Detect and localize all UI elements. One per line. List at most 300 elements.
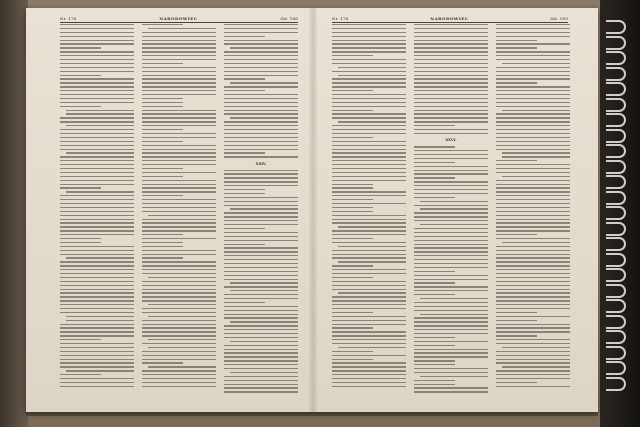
text-line	[60, 292, 134, 293]
text-line	[224, 247, 298, 248]
text-line	[414, 216, 488, 217]
text-column-2	[142, 24, 216, 404]
text-line	[60, 304, 134, 305]
text-line	[142, 184, 216, 185]
text-line	[60, 40, 134, 41]
text-line	[496, 211, 570, 212]
text-line	[332, 219, 406, 220]
text-line	[224, 376, 298, 377]
text-line	[60, 133, 134, 134]
left-page-number: Str. 188	[280, 15, 298, 21]
text-line	[414, 117, 488, 118]
text-line	[142, 121, 216, 122]
text-line	[414, 282, 455, 283]
text-line	[224, 205, 298, 206]
text-line	[332, 211, 373, 212]
text-line	[142, 250, 216, 251]
spiral-loop	[606, 206, 626, 220]
text-line	[332, 378, 406, 379]
text-line	[496, 168, 570, 169]
spiral-binding	[606, 20, 628, 400]
text-line	[60, 172, 134, 173]
text-line	[142, 137, 216, 138]
text-line	[414, 106, 488, 107]
text-line	[142, 292, 216, 293]
text-line	[142, 308, 216, 309]
text-line	[142, 59, 216, 60]
text-line	[142, 67, 216, 68]
text-line	[60, 168, 134, 169]
text-line	[332, 164, 406, 165]
text-line	[224, 173, 298, 174]
right-masthead: NARODOWIEC	[430, 15, 469, 21]
spiral-loop	[606, 377, 626, 391]
text-line	[414, 279, 488, 280]
text-line	[60, 261, 134, 262]
text-line	[142, 211, 216, 212]
text-line	[414, 162, 455, 163]
text-line	[414, 71, 488, 72]
text-line	[60, 351, 134, 352]
text-line	[224, 94, 298, 95]
text-line	[60, 180, 134, 181]
text-line	[60, 324, 134, 325]
text-line	[224, 185, 298, 186]
text-line	[224, 189, 265, 190]
text-line	[332, 234, 406, 235]
text-line	[414, 360, 455, 361]
text-line	[414, 47, 488, 48]
text-line	[332, 324, 406, 325]
text-line	[332, 254, 406, 255]
text-line	[60, 47, 101, 48]
text-line	[496, 82, 537, 83]
text-line	[496, 195, 570, 196]
text-line	[60, 339, 101, 340]
text-line	[224, 329, 298, 330]
text-line	[142, 351, 216, 352]
text-line	[332, 269, 406, 270]
text-line	[142, 312, 216, 313]
text-line	[414, 40, 488, 41]
text-line	[224, 177, 298, 178]
text-line	[414, 294, 455, 295]
text-line	[496, 67, 570, 68]
text-line	[224, 236, 298, 237]
text-line	[224, 137, 298, 138]
text-line	[414, 384, 455, 385]
text-line	[332, 351, 373, 352]
text-line	[414, 197, 455, 198]
text-column-5	[414, 24, 488, 404]
text-line	[414, 24, 488, 25]
text-line	[332, 180, 406, 181]
text-line	[142, 149, 216, 150]
text-line	[414, 98, 488, 99]
spiral-loop	[606, 299, 626, 313]
text-line	[332, 28, 406, 29]
text-line	[414, 129, 488, 130]
text-line	[142, 82, 216, 83]
text-line	[496, 320, 537, 321]
text-line	[332, 98, 406, 99]
text-line	[224, 224, 298, 225]
spiral-loop	[606, 20, 626, 34]
text-line	[496, 199, 570, 200]
spiral-loop	[606, 346, 626, 360]
text-line	[332, 289, 406, 290]
text-line	[142, 254, 216, 255]
text-line	[414, 78, 488, 79]
text-line	[230, 282, 298, 283]
text-line	[224, 255, 298, 256]
text-line	[224, 275, 298, 276]
text-line	[332, 40, 406, 41]
text-line	[60, 215, 134, 216]
text-line	[60, 242, 101, 243]
text-line	[224, 90, 265, 91]
text-line	[224, 141, 298, 142]
text-line	[496, 327, 570, 328]
text-line	[332, 335, 406, 336]
text-line	[142, 230, 216, 231]
text-line	[496, 273, 570, 274]
text-line	[224, 279, 298, 280]
text-line	[60, 308, 134, 309]
text-line	[66, 320, 134, 321]
text-line	[496, 219, 570, 220]
text-line	[230, 341, 298, 342]
text-line	[60, 102, 134, 103]
text-line	[496, 32, 570, 33]
spiral-loop	[606, 67, 626, 81]
text-line	[224, 125, 298, 126]
text-line	[332, 250, 406, 251]
text-line	[332, 156, 406, 157]
text-line	[332, 327, 373, 328]
text-line	[496, 207, 570, 208]
text-line	[496, 113, 570, 114]
text-line	[224, 267, 298, 268]
text-line	[332, 230, 406, 231]
text-line	[142, 24, 183, 25]
text-line	[60, 145, 134, 146]
text-line	[496, 261, 570, 262]
spiral-loop	[606, 144, 626, 158]
text-line	[338, 246, 406, 247]
text-line	[142, 94, 216, 95]
text-line	[60, 366, 134, 367]
text-line	[332, 187, 373, 188]
text-line	[224, 314, 298, 315]
text-line	[224, 197, 298, 198]
text-line	[224, 391, 298, 392]
text-line	[414, 146, 455, 147]
text-line	[496, 36, 570, 37]
text-line	[142, 75, 216, 76]
text-line	[332, 339, 406, 340]
text-line	[502, 242, 570, 243]
text-line	[224, 86, 298, 87]
text-line	[332, 296, 406, 297]
text-line	[224, 145, 298, 146]
text-line	[414, 110, 488, 111]
text-line	[332, 113, 406, 114]
text-line	[224, 240, 298, 241]
text-line	[414, 275, 488, 276]
text-line	[332, 281, 406, 282]
text-line	[414, 185, 488, 186]
text-line	[496, 106, 570, 107]
text-line	[224, 212, 298, 213]
text-line	[414, 193, 488, 194]
text-line	[496, 277, 570, 278]
text-line	[60, 296, 134, 297]
text-line	[496, 269, 570, 270]
text-line	[496, 191, 570, 192]
text-line	[332, 207, 373, 208]
text-line	[332, 90, 373, 91]
text-line	[496, 292, 570, 293]
text-line	[496, 180, 570, 181]
text-line	[332, 355, 406, 356]
text-line	[496, 246, 570, 247]
text-line	[332, 78, 406, 79]
text-line	[496, 141, 570, 142]
text-line	[338, 121, 406, 122]
text-line	[224, 220, 298, 221]
text-line	[502, 152, 570, 153]
text-line	[332, 215, 406, 216]
spiral-loop	[606, 36, 626, 50]
text-line	[224, 306, 298, 307]
text-line	[142, 110, 216, 111]
page-shadow	[26, 412, 598, 416]
text-line	[496, 343, 570, 344]
text-line	[332, 359, 373, 360]
text-line	[496, 160, 537, 161]
spiral-loop	[606, 160, 626, 174]
text-line	[142, 289, 216, 290]
text-line	[496, 316, 570, 317]
text-line	[142, 242, 183, 243]
text-line	[142, 331, 216, 332]
text-line	[496, 324, 570, 325]
text-line	[496, 75, 570, 76]
text-line	[142, 320, 216, 321]
text-line	[496, 254, 570, 255]
text-line	[332, 320, 406, 321]
text-line	[496, 289, 570, 290]
text-line	[224, 24, 298, 25]
text-line	[496, 226, 570, 227]
text-line	[224, 170, 298, 171]
spiral-loop	[606, 237, 626, 251]
text-line	[224, 352, 298, 353]
text-line	[224, 387, 298, 388]
text-line	[496, 94, 570, 95]
text-line	[414, 247, 488, 248]
text-line	[148, 339, 216, 340]
text-line	[496, 265, 570, 266]
text-line	[60, 335, 134, 336]
text-line	[332, 94, 406, 95]
text-line	[496, 281, 570, 282]
text-line	[224, 325, 298, 326]
text-line	[142, 222, 216, 223]
text-line	[142, 370, 216, 371]
text-line	[414, 337, 455, 338]
text-line	[414, 345, 455, 346]
text-line	[496, 149, 570, 150]
text-line	[142, 234, 183, 235]
text-line	[224, 133, 298, 134]
text-line	[224, 380, 298, 381]
text-line	[66, 110, 134, 111]
text-line	[142, 125, 216, 126]
text-line	[414, 255, 488, 256]
text-line	[230, 208, 298, 209]
text-line	[142, 226, 216, 227]
floor-shadow	[0, 0, 28, 427]
text-line	[332, 36, 406, 37]
text-line	[414, 306, 488, 307]
text-line	[414, 166, 488, 167]
text-line	[496, 285, 570, 286]
text-line	[414, 205, 488, 206]
text-line	[60, 86, 134, 87]
text-line	[332, 362, 406, 363]
text-line	[332, 242, 406, 243]
text-line	[414, 94, 488, 95]
right-page-number: Str. 189	[550, 15, 568, 21]
text-line	[142, 152, 216, 153]
text-line	[332, 184, 373, 185]
text-line	[414, 125, 455, 126]
text-line	[224, 298, 298, 299]
text-line	[60, 98, 134, 99]
text-line	[332, 316, 406, 317]
text-line	[332, 203, 406, 204]
text-line	[496, 250, 570, 251]
text-line	[60, 374, 101, 375]
text-line	[332, 43, 406, 44]
text-line	[414, 63, 488, 64]
text-line	[224, 286, 298, 287]
text-line	[332, 137, 373, 138]
text-line	[230, 372, 298, 373]
text-line	[332, 24, 406, 25]
text-line	[496, 304, 570, 305]
text-line	[496, 137, 570, 138]
text-line	[496, 351, 570, 352]
text-line	[142, 374, 216, 375]
text-line	[60, 176, 134, 177]
text-line	[332, 47, 406, 48]
text-line	[332, 168, 406, 169]
text-line	[496, 335, 537, 336]
text-line	[420, 376, 488, 377]
text-line	[224, 345, 298, 346]
text-line	[60, 90, 134, 91]
text-line	[414, 286, 488, 287]
text-line	[142, 78, 216, 79]
text-line	[66, 113, 134, 114]
text-line	[142, 285, 216, 286]
text-line	[60, 121, 134, 122]
text-line	[224, 364, 298, 365]
text-line	[60, 137, 134, 138]
text-line	[60, 226, 134, 227]
text-line	[142, 32, 216, 33]
text-line	[224, 28, 298, 29]
text-line	[142, 141, 183, 142]
text-line	[224, 113, 298, 114]
text-line	[414, 244, 488, 245]
text-line	[142, 168, 183, 169]
text-line	[224, 337, 298, 338]
text-line	[332, 277, 373, 278]
section-heading: XXVI.	[445, 138, 457, 143]
text-line	[332, 133, 406, 134]
text-line	[142, 113, 216, 114]
text-column-6	[496, 24, 570, 404]
text-line	[502, 347, 570, 348]
text-line	[142, 43, 216, 44]
text-line	[142, 117, 216, 118]
text-line	[496, 374, 570, 375]
text-line	[224, 121, 298, 122]
text-line	[142, 51, 216, 52]
text-line	[496, 230, 570, 231]
text-line	[142, 296, 216, 297]
text-line	[60, 230, 134, 231]
text-line	[414, 158, 488, 159]
text-line	[60, 207, 134, 208]
text-line	[502, 63, 570, 64]
text-line	[60, 362, 134, 363]
text-line	[496, 203, 570, 204]
text-line	[414, 391, 488, 392]
text-line	[224, 152, 265, 153]
text-line	[142, 195, 183, 196]
text-line	[224, 310, 298, 311]
text-line	[224, 110, 298, 111]
text-line	[142, 156, 216, 157]
text-line	[60, 71, 134, 72]
text-line	[142, 71, 216, 72]
text-line	[496, 187, 570, 188]
text-line	[142, 47, 216, 48]
spiral-loop	[606, 82, 626, 96]
text-line	[224, 129, 298, 130]
text-line	[60, 184, 134, 185]
text-line	[142, 106, 183, 107]
text-line	[224, 59, 298, 60]
text-line	[224, 51, 298, 52]
text-line	[414, 325, 488, 326]
text-line	[142, 386, 216, 387]
text-line	[142, 86, 216, 87]
text-line	[60, 63, 134, 64]
spiral-loop	[606, 268, 626, 282]
text-line	[142, 55, 216, 56]
text-line	[414, 43, 488, 44]
text-line	[60, 285, 134, 286]
text-line	[332, 285, 406, 286]
text-line	[414, 150, 488, 151]
text-line	[414, 36, 488, 37]
